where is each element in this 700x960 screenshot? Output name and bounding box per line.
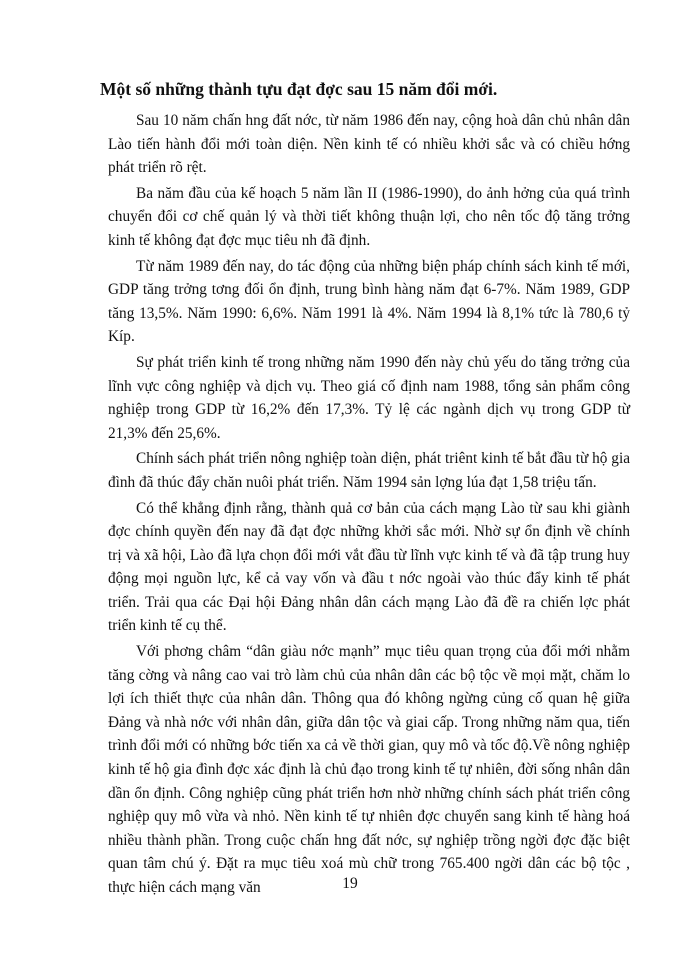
paragraph-5: Chính sách phát triển nông nghiệp toàn diện, phát triênt kinh tế bắt đầu từ hộ gia đình đã thúc đẩy chăn nuôi phát triển. Năm 1994 sản lợng lúa đạt 1,58 triệu tấn. xyxy=(108,450,630,491)
paragraph-3: Từ năm 1989 đến nay, do tác động của những biện pháp chính sách kinh tế mới, GDP tăng trởng tơng đối ổn định, trung bình hàng năm đạt 6-7%. Năm 1989, GDP tăng 13,5%. Năm 1990: 6,6%. Năm 1991 là 4%. Năm 1994 là 8,1% tức là 780,6 tỷ Kíp. xyxy=(108,257,630,346)
paragraph-1: Sau 10 năm chấn hng đất nớc, từ năm 1986 đến nay, cộng hoà dân chủ nhân dân Lào tiến hành đổi mới toàn diện. Nền kinh tế có nhiều khởi sắc và có chiều hớng phát triển rõ rệt. xyxy=(108,112,630,177)
paragraph-6: Có thể khẳng định rằng, thành quả cơ bản của cách mạng Lào từ sau khi giành đợc chính quyền đến nay đã đạt đợc những khởi sắc mới. Nhờ sự ổn định về chính trị và xã hội, Lào đã lựa chọn đổi mới vắt đầu từ lĩnh vực kinh tế và đã tập trung huy động mọi nguồn lực, kể cả vay vốn và đầu t nớc ngoài vào thúc đẩy kinh tế phát triển. Trải qua các Đại hội Đảng nhân dân cách mạng Lào đã đề ra chiến lợc phát triển kinh tế cụ thể. xyxy=(108,499,630,635)
page-number: 19 xyxy=(342,875,358,892)
document-page xyxy=(100,78,630,902)
paragraph-2: Ba năm đầu của kế hoạch 5 năm lần II (1986-1990), do ảnh hởng của quá trình chuyển đổi cơ chế quản lý và thời tiết không thuận lợi, cho nên tốc độ tăng trởng kinh tế không đạt đợc mục tiêu nh đã định. xyxy=(108,184,630,249)
section-heading: Một số những thành tựu đạt đợc sau 15 năm đổi mới. xyxy=(100,79,498,99)
paragraph-4: Sự phát triển kinh tế trong những năm 1990 đến này chủ yếu do tăng trởng của lĩnh vực công nghiệp và dịch vụ. Theo giá cố định nam 1988, tổng sản phẩm công nghiệp trong GDP từ 16,2% đến 17,3%. Tỷ lệ các ngành dịch vụ trong GDP từ 21,3% đến 25,6%. xyxy=(108,353,630,442)
paragraph-7: Với phơng châm “dân giàu nớc mạnh” mục tiêu quan trọng của đổi mới nhằm tăng cờng và nâng cao vai trò làm chủ của nhân dân các bộ tộc về mọi mặt, chăm lo lợi ích thiết thực của nhân dân. Thông qua đó không ngừng củng cố quan hệ giữa Đảng và nhà nớc với nhân dân, giữa dân tộc và giai cấp. Trong những năm qua, tiến trình đổi mới có những bớc tiến xa cả về thời gian, quy mô và tốc độ.Về nông nghiệp kinh tế hộ gia đình đợc xác định là chủ đạo trong kinh tế tự nhiên, đời sống nhân dân dần ổn định. Công nghiệp cũng phát triển hơn nhờ những chính sách phát triển công nghiệp quy mô vừa và nhỏ. Nền kinh tế tự nhiên đợc chuyển sang kinh tế hàng hoá nhiều thành phần. Trong cuộc chấn hng đất nớc, sự nghiệp trồng ngời đợc đặc biệt quan tâm chú ý. Đặt ra mục tiêu xoá mù chữ trong 765.400 ngời dân các bộ tộc , thực hiện cách mạng văn xyxy=(108,643,630,896)
